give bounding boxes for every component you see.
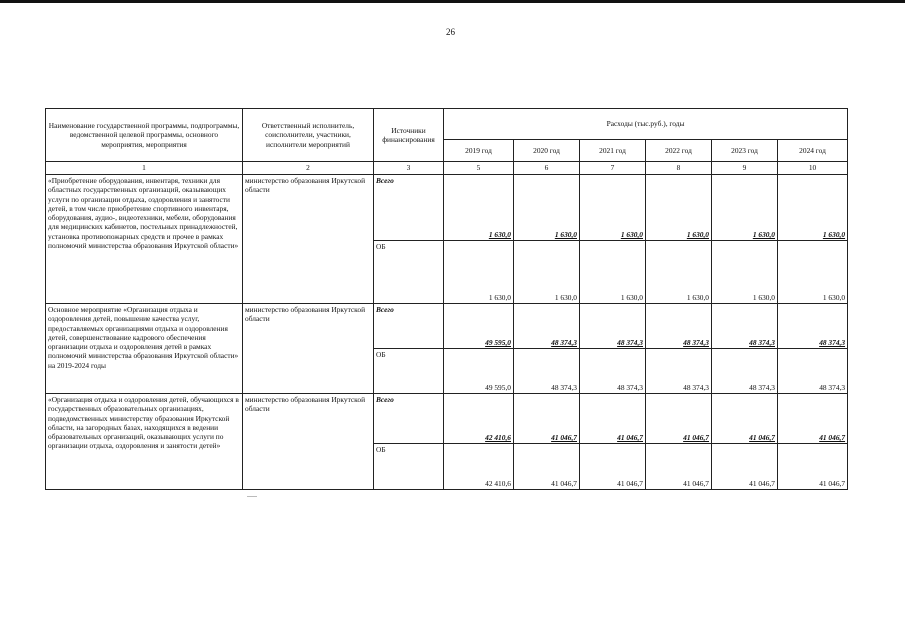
total-value: 48 374,3 (646, 304, 712, 349)
header-year: 2024 год (778, 140, 848, 162)
source-value: 41 046,7 (580, 444, 646, 490)
total-value: 48 374,3 (712, 304, 778, 349)
source-label: ОБ (374, 444, 444, 490)
header-responsible: Ответственный исполнитель, соисполнители, участники, исполнители мероприятий (243, 109, 374, 162)
source-value: 41 046,7 (778, 444, 848, 490)
responsible-executor: министерство образования Иркутской области (243, 394, 374, 490)
header-expenses: Расходы (тыс.руб.), годы (444, 109, 848, 140)
measure-name: Основное мероприятие «Организация отдыха и оздоровления детей, повышение качества услуг, предоставляемых организациями отдыха и оздоровления детей, совершенствование кадрового обеспечения организации отдыха и оздоровления детей в рамках полномочий министерства образования Иркутской области» на 2019-2024 годы (46, 304, 243, 394)
total-value: 1 630,0 (580, 175, 646, 241)
total-value: 48 374,3 (514, 304, 580, 349)
source-value: 48 374,3 (778, 349, 848, 394)
source-value: 41 046,7 (646, 444, 712, 490)
source-label: ОБ (374, 349, 444, 394)
total-label: Всего (374, 304, 444, 349)
table-row (46, 304, 848, 349)
measure-name: «Организация отдыха и оздоровления детей, обучающихся в государственных образовательных организациях, подведомственных министерству образования Иркутской области, на загородных базах, находящихся в ведении образовательных организаций, оказывающих услуги по организации отдыха, оздоровления и занятости детей» (46, 394, 243, 490)
total-value: 48 374,3 (778, 304, 848, 349)
header-year: 2021 год (580, 140, 646, 162)
source-value: 1 630,0 (580, 241, 646, 304)
source-value: 48 374,3 (646, 349, 712, 394)
source-value: 41 046,7 (712, 444, 778, 490)
responsible-executor: министерство образования Иркутской области (243, 175, 374, 304)
source-value: 48 374,3 (514, 349, 580, 394)
total-value: 41 046,7 (514, 394, 580, 444)
header-year: 2023 год (712, 140, 778, 162)
source-value: 1 630,0 (646, 241, 712, 304)
total-value: 1 630,0 (712, 175, 778, 241)
source-value: 48 374,3 (580, 349, 646, 394)
total-value: 41 046,7 (580, 394, 646, 444)
source-value: 41 046,7 (514, 444, 580, 490)
table-row (46, 175, 848, 241)
budget-table (45, 108, 848, 490)
source-value: 1 630,0 (514, 241, 580, 304)
source-value: 42 410,6 (444, 444, 514, 490)
total-value: 1 630,0 (778, 175, 848, 241)
total-value: 49 595,0 (444, 304, 514, 349)
header-source: Источники финансирования (374, 109, 444, 162)
source-value: 1 630,0 (712, 241, 778, 304)
total-value: 41 046,7 (646, 394, 712, 444)
total-value: 1 630,0 (444, 175, 514, 241)
column-number: 10 (778, 162, 848, 175)
header-name: Наименование государственной программы, подпрограммы, ведомственной целевой программы, основного мероприятия, мероприятия (46, 109, 243, 162)
column-number: 9 (712, 162, 778, 175)
total-value: 1 630,0 (514, 175, 580, 241)
total-label: Всего (374, 394, 444, 444)
source-value: 1 630,0 (444, 241, 514, 304)
total-value: 42 410,6 (444, 394, 514, 444)
total-label: Всего (374, 175, 444, 241)
header-year: 2019 год (444, 140, 514, 162)
column-number: 2 (243, 162, 374, 175)
total-value: 41 046,7 (778, 394, 848, 444)
total-value: 41 046,7 (712, 394, 778, 444)
header-year: 2022 год (646, 140, 712, 162)
page-number: 26 (446, 27, 455, 37)
table-row (46, 394, 848, 444)
column-number: 5 (444, 162, 514, 175)
scan-top-border (0, 0, 905, 3)
column-number: 7 (580, 162, 646, 175)
column-number: 1 (46, 162, 243, 175)
column-number: 8 (646, 162, 712, 175)
header-year: 2020 год (514, 140, 580, 162)
scan-mark (247, 496, 257, 497)
column-number: 6 (514, 162, 580, 175)
source-value: 49 595,0 (444, 349, 514, 394)
source-value: 48 374,3 (712, 349, 778, 394)
measure-name: «Приобретение оборудования, инвентаря, техники для областных государственных организаций, оказывающих услуги по организации отдыха, оздоровления и занятости детей, в том числе приобретение спортивного инвентаря, оборудования, аудио-, видеотехники, мебели, оборудования для медицинских кабинетов, постельных принадлежностей, установка противопожарных средств и прочее в рамках полномочий министерства образования Иркутской области» (46, 175, 243, 304)
total-value: 1 630,0 (646, 175, 712, 241)
source-label: ОБ (374, 241, 444, 304)
total-value: 48 374,3 (580, 304, 646, 349)
column-number: 3 (374, 162, 444, 175)
source-value: 1 630,0 (778, 241, 848, 304)
responsible-executor: министерство образования Иркутской области (243, 304, 374, 394)
